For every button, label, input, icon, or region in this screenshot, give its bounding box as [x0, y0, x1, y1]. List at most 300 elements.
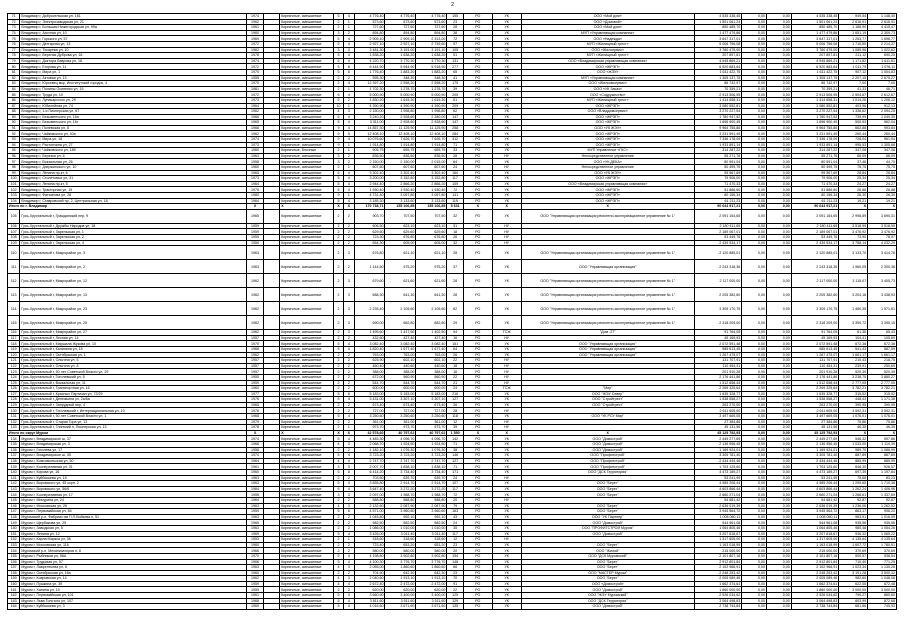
sum-cost: 1 512 658,44: [791, 380, 838, 386]
works-cost: 0,00: [767, 497, 792, 503]
limit-cost: 996,20: [868, 509, 897, 515]
wall-material: Кирпичные, смешанные: [280, 402, 334, 408]
fund-method: РО: [463, 447, 492, 453]
limit-cost: 315,52: [868, 391, 897, 397]
living-area: 580,00: [416, 548, 447, 554]
floors: 5: [333, 470, 343, 476]
entrances: 1: [344, 86, 354, 92]
row-number: 77: [8, 47, 20, 53]
row-number: 98: [8, 165, 20, 171]
works-cost: 0,00: [767, 475, 792, 481]
address: Муром г, Октябрьская ул, 18а: [20, 570, 247, 576]
address: Муром г, Владимирское ш, 45: [20, 453, 247, 459]
premises-area: 1 924,50: [385, 442, 416, 448]
premises-area: 318,60: [385, 537, 416, 543]
total-area: 588,80: [354, 497, 385, 503]
cost-per-sqm: 995,53: [839, 142, 868, 148]
design-cost: 0,00: [742, 159, 767, 165]
sum-cost: 2 449 277,69: [791, 436, 838, 442]
row-number: 113: [8, 288, 20, 302]
cost-per-sqm: 1 710,50: [839, 41, 868, 47]
address: Владимир г, Чайковского ул, 40а: [20, 131, 247, 137]
floors: 5: [333, 198, 343, 204]
build-year: 1973: [247, 176, 264, 182]
living-area: 682,80: [416, 316, 447, 330]
total-cost: 3 270 227,54: [694, 109, 741, 115]
premises-area: 992,10: [385, 514, 416, 520]
entrances: 4: [344, 593, 354, 599]
table-row: [8, 246, 897, 260]
sum-cost: 6 520 883,64: [791, 64, 838, 70]
design-cost: 0,00: [742, 380, 767, 386]
limit-cost: 1 130,26: [868, 565, 897, 571]
address: Владимир г, Дегтярная ул, 13: [20, 41, 247, 47]
total-cost: 2 913 506,95: [694, 92, 741, 98]
living-area: 1 883,20: [416, 69, 447, 75]
cost-per-sqm: 4 135,64: [839, 537, 868, 543]
living-area: 629,60: [416, 229, 447, 235]
total-label: Итого по г. Владимир: [8, 204, 247, 210]
total-area: 688,30: [354, 288, 385, 302]
management-method: УК: [492, 30, 521, 36]
row-number: 134: [8, 436, 20, 442]
floors: 2: [333, 234, 343, 240]
entrances: 3: [344, 464, 354, 470]
living-area: 1 278,70: [416, 86, 447, 92]
works-cost: 0,00: [767, 514, 792, 520]
wall-material: Кирпичные, смешанные: [280, 419, 334, 425]
row-number: 82: [8, 75, 20, 81]
limit-cost: 1 004,83: [868, 69, 897, 75]
residents: 107: [447, 481, 464, 487]
fund-method: РО: [463, 481, 492, 487]
fund-method: РО: [463, 559, 492, 565]
design-cost: 0,00: [742, 316, 767, 330]
build-year: 1968: [247, 346, 264, 352]
total-area: 2 672,40: [354, 581, 385, 587]
build-year: 1960: [247, 542, 264, 548]
entrances: 2: [344, 369, 354, 375]
total-cost: 2 091 154,65: [694, 209, 741, 223]
works-cost: 0,00: [767, 486, 792, 492]
total-area: 2 927,10: [354, 41, 385, 47]
premises-area: 3 011,40: [385, 531, 416, 537]
living-area: 621,10: [416, 246, 447, 260]
row-number: 108: [8, 234, 20, 240]
limit-cost: 66,09: [868, 153, 897, 159]
total-cost: 263 270,00: [694, 402, 741, 408]
fund-method: РО: [463, 246, 492, 260]
sum-cost: 1 703 125,60: [791, 464, 838, 470]
build-year: 1960: [247, 470, 264, 476]
management-organization: ООО "Профитстрой": [521, 453, 694, 459]
residents: 171: [447, 470, 464, 476]
limit-cost: 92,87: [868, 497, 897, 503]
row-number: 122: [8, 363, 20, 369]
management-organization: ООО «ЖРЭП»: [521, 131, 694, 137]
wall-material: Кирпичные, смешанные: [280, 453, 334, 459]
build-year: 1963: [247, 481, 264, 487]
management-organization: ООО "ДСК Территория": [521, 470, 694, 476]
premises-area: 1 010,00: [385, 525, 416, 531]
premises-area: 653,20: [385, 542, 416, 548]
row-number: 96: [8, 153, 20, 159]
floors: 5: [333, 187, 343, 193]
total-cost: 1 611 422,75: [694, 69, 741, 75]
build-year: 1965: [247, 170, 264, 176]
address: Владимир г, Труда ул, 10: [20, 92, 247, 98]
fund-method: РО: [463, 109, 492, 115]
management-method: НУ: [492, 363, 521, 369]
design-cost: 0,00: [742, 537, 767, 543]
fund-method: РО: [463, 53, 492, 59]
total-area: 679,60: [354, 274, 385, 288]
total-cost: 2 660 271,04: [694, 492, 741, 498]
sum-cost: 27 384,86: [791, 419, 838, 425]
row-number: 147: [8, 509, 20, 515]
total-cost: 2 269 325,64: [694, 386, 741, 392]
sum-cost: 2 611 605,00: [791, 408, 838, 414]
address: Муром г, Ковровская ул, 14: [20, 576, 247, 582]
limit-cost: X: [868, 204, 897, 210]
management-organization: ООО «ЖРЭП»: [521, 103, 694, 109]
cost-per-sqm: 1 014,26: [839, 97, 868, 103]
works-cost: 0,00: [767, 391, 792, 397]
total-cost: 2 738 744,84: [694, 604, 741, 610]
total-cost: 1 414 658,31: [694, 97, 741, 103]
limit-cost: 1 054,26: [868, 525, 897, 531]
management-method: НУ: [492, 369, 521, 375]
fund-method: РО: [463, 176, 492, 182]
sum-cost: 3 270 227,54: [791, 109, 838, 115]
wall-material: Кирпичные, смешанные: [280, 442, 334, 448]
sum-cost: 2 912 801,84: [791, 559, 838, 565]
total-cost: 2 912 801,84: [694, 559, 741, 565]
row-number: 80: [8, 64, 20, 70]
works-cost: 0,00: [767, 525, 792, 531]
entrances: 2: [344, 352, 354, 358]
total-cost: 70 359,21: [694, 86, 741, 92]
design-cost: 0,00: [742, 274, 767, 288]
build-year: 1979: [247, 419, 264, 425]
address: Муром г, Владимирское ш, 37: [20, 436, 247, 442]
wall-material: Кирпичные, смешанные: [280, 330, 334, 336]
works-cost: 0,00: [767, 576, 792, 582]
living-area: 544,70: [416, 380, 447, 386]
premises-area: 3 272,20: [385, 486, 416, 492]
fund-method: РО: [463, 148, 492, 154]
management-method: УК: [492, 565, 521, 571]
management-method: УК: [492, 464, 521, 470]
limit-cost: 390,95: [868, 402, 897, 408]
total-cost: 1 860 000,00: [694, 587, 741, 593]
row-number: 141: [8, 475, 20, 481]
residents: 284: [447, 131, 464, 137]
wall-material: Кирпичные, смешанные: [280, 246, 334, 260]
management-organization: X: [521, 430, 694, 436]
sum-cost: 4 945 869,21: [791, 58, 838, 64]
total-area: 727,60: [354, 25, 385, 31]
limit-cost: 370,69: [868, 548, 897, 554]
management-method: УК: [492, 598, 521, 604]
wall-material: Кирпичные, смешанные: [280, 548, 334, 554]
cost-per-sqm: 66,09: [839, 153, 868, 159]
cost-per-sqm: 541,43: [839, 346, 868, 352]
address: Гусь-Хрустальный г, Старая Гора ул, 13: [20, 419, 247, 425]
management-organization: МУП «Управляющая компания»: [521, 75, 694, 81]
fund-method: РО: [463, 352, 492, 358]
wall-material: Кирпичные, смешанные: [280, 193, 334, 199]
residents: 24: [447, 520, 464, 526]
entrances: 2: [344, 402, 354, 408]
premises-area: 3 191,00: [385, 47, 416, 53]
residents: 277: [447, 64, 464, 70]
limit-cost: 587,59: [868, 346, 897, 352]
wall-material: Кирпичные, смешанные: [280, 64, 334, 70]
management-organization: ООО "Управляющая организация": [521, 260, 694, 274]
address: Муром г, Рыбников ул, 58А: [20, 553, 247, 559]
fund-method: РО: [463, 486, 492, 492]
management-method: НУ: [492, 358, 521, 364]
row-number: 138: [8, 458, 20, 464]
works-cost: 0,00: [767, 369, 792, 375]
management-method: УК: [492, 137, 521, 143]
works-cost: 0,00: [767, 109, 792, 115]
build-year: 1957: [247, 335, 264, 341]
total-cost: 53 241,99: [694, 475, 741, 481]
works-cost: 0,00: [767, 503, 792, 509]
table-row: [8, 288, 897, 302]
sum-cost: 1 538 558,27: [791, 397, 838, 403]
management-organization: Непосредственное управление: [521, 165, 694, 171]
residents: 125: [447, 593, 464, 599]
residents: 28: [447, 408, 464, 414]
premises-area: 1 998,80: [385, 109, 416, 115]
row-number: 154: [8, 548, 20, 554]
total-area: 2 068,70: [354, 442, 385, 448]
wall-material: Кирпичные, смешанные: [280, 553, 334, 559]
management-organization: МУП «Управляющая компания»: [521, 30, 694, 36]
cost-per-sqm: 500,93: [839, 120, 868, 126]
management-organization: ООО «Владимирская управляющая компания»: [521, 181, 694, 187]
cost-per-sqm: 697,39: [839, 470, 868, 476]
build-year: 1958: [247, 159, 264, 165]
management-method: УК: [492, 97, 521, 103]
cost-per-sqm: 546,32: [839, 436, 868, 442]
management-method: УК: [492, 114, 521, 120]
total-area: 620,00: [354, 587, 385, 593]
premises-area: 3 133,60: [385, 198, 416, 204]
cost-per-sqm: 2 777,05: [839, 380, 868, 386]
address: Гусь-Хрустальный г, Ольгина ул, 8: [20, 363, 247, 369]
wall-material: Кирпичные, блочные: [280, 148, 334, 154]
floors: 2: [333, 209, 343, 223]
cost-per-sqm: 1 262,24: [839, 486, 868, 492]
fund-method: РО: [463, 520, 492, 526]
residents: 105: [447, 47, 464, 53]
management-method: X: [492, 430, 521, 436]
wall-material: Кирпичные, смешанные: [280, 125, 334, 131]
build-year: 1958: [247, 447, 264, 453]
sum-cost: 1 501 061,24: [791, 19, 838, 25]
living-area: 620,00: [416, 587, 447, 593]
management-organization: ООО "Берег": [521, 542, 694, 548]
address: Гусь-Хрустальный г, Зарельская ул, 2: [20, 234, 247, 240]
management-method: УК: [492, 148, 521, 154]
build-year: X: [247, 430, 264, 436]
total-cost: 2 117 000,00: [694, 274, 741, 288]
premises-area: 600,00: [385, 386, 416, 392]
sum-cost: 3 207 818,67: [791, 531, 838, 537]
wall-material: Кирпичные, смешанные: [280, 363, 334, 369]
management-organization: ООО «ЖРЭП»: [521, 114, 694, 120]
entrances: 4: [344, 125, 354, 131]
floors: 2: [333, 425, 343, 431]
premises-area: 4 390,90: [385, 103, 416, 109]
address: Гусь-Хрустальный г, Денежкина ул, 2а/6а: [20, 397, 247, 403]
total-area: 903,70: [354, 209, 385, 223]
sum-cost: 91 764,05: [791, 330, 838, 336]
total-area: 6 444,90: [354, 64, 385, 70]
build-year: 1963: [247, 514, 264, 520]
management-method: НУ: [492, 229, 521, 235]
living-area: 7 626,70: [416, 137, 447, 143]
design-cost: 0,00: [742, 430, 767, 436]
address: Владимир г, Дзержинского ул, 10: [20, 165, 247, 171]
living-area: 727,60: [416, 25, 447, 31]
build-year: 1973: [247, 97, 264, 103]
entrances: 4: [344, 341, 354, 347]
residents: 38: [447, 30, 464, 36]
build-year: 1969: [247, 531, 264, 537]
management-organization: ООО "Управляющая организация ремонтно-эксплуатационное управление № 1": [521, 246, 694, 260]
premises-area: 975,20: [385, 260, 416, 274]
fund-method: РО: [463, 69, 492, 75]
address: Владимир г, Чайковского ул, 18б: [20, 148, 247, 154]
entrances: 2: [344, 223, 354, 229]
row-number: 91: [8, 125, 20, 131]
limit-cost: 25,34: [868, 176, 897, 182]
residents: 24: [447, 386, 464, 392]
entrances: 3: [344, 565, 354, 571]
floors: 2: [333, 358, 343, 364]
floors: 9: [333, 125, 343, 131]
fund-method: РО: [463, 397, 492, 403]
build-year: 1974: [247, 137, 264, 143]
total-area: 4 198,80: [354, 553, 385, 559]
fund-method: РО: [463, 335, 492, 341]
register-table: [7, 13, 897, 610]
works-cost: 0,00: [767, 240, 792, 246]
cost-per-sqm: 3 204,16: [839, 288, 868, 302]
limit-cost: X: [868, 430, 897, 436]
build-year: 1964: [247, 198, 264, 204]
total-cost: 4 535 338,45: [694, 14, 741, 20]
row-number: 119: [8, 346, 20, 352]
cost-per-sqm: 1 023,34: [839, 565, 868, 571]
limit-cost: 3 476,92: [868, 229, 897, 235]
entrances: 2: [344, 75, 354, 81]
design-cost: 0,00: [742, 369, 767, 375]
residents: 24: [447, 165, 464, 171]
design-cost: 0,00: [742, 570, 767, 576]
fund-method: РО: [463, 475, 492, 481]
floors: 3: [333, 159, 343, 165]
works-cost: 0,00: [767, 604, 792, 610]
build-year: 1960: [247, 165, 264, 171]
premises-area: 440,60: [385, 363, 416, 369]
works-cost: 0,00: [767, 36, 792, 42]
build-year: 1963: [247, 260, 264, 274]
row-number: 151: [8, 531, 20, 537]
works-cost: 0,00: [767, 209, 792, 223]
total-cost: 1 317 605,00: [694, 537, 741, 543]
wall-material: Кирпичные, смешанные: [280, 170, 334, 176]
fund-method: РО: [463, 358, 492, 364]
cost-per-sqm: 681,86: [839, 604, 868, 610]
total-cost: 1 696 900,45: [694, 120, 741, 126]
row-number: 164: [8, 604, 20, 610]
management-organization: ООО «ЖРЭП»: [521, 198, 694, 204]
premises-area: 607,60: [385, 165, 416, 171]
row-number: 114: [8, 302, 20, 316]
management-method: УК: [492, 81, 521, 87]
address: Муром г, Льва Толстого ул, 107: [20, 598, 247, 604]
living-area: 607,60: [416, 165, 447, 171]
build-year: 1960: [247, 30, 264, 36]
design-cost: 0,00: [742, 120, 767, 126]
total-area: 1 776,40: [354, 69, 385, 75]
premises-area: 2 866,20: [385, 181, 416, 187]
limit-cost: 347,08: [868, 148, 897, 154]
management-organization: ООО "Берег": [521, 486, 694, 492]
living-area: 588,80: [416, 497, 447, 503]
floors: 5: [333, 41, 343, 47]
wall-material: Кирпичные, смешанные: [280, 97, 334, 103]
management-organization: ООО "Домострой": [521, 587, 694, 593]
management-organization: ООО "Берег": [521, 509, 694, 515]
address: Муром г, Владимирская ул, 3: [20, 442, 247, 448]
residents: 16: [447, 335, 464, 341]
management-method: УК: [492, 109, 521, 115]
sum-cost: 1 163 018,99: [791, 542, 838, 548]
floors: 5: [333, 69, 343, 75]
floors: 5: [333, 97, 343, 103]
total-cost: 215 000,00: [694, 548, 741, 554]
cost-per-sqm: 315,52: [839, 391, 868, 397]
total-area: 3 647,40: [354, 486, 385, 492]
total-area: 4 100,30: [354, 559, 385, 565]
management-method: УК: [492, 69, 521, 75]
entrances: 1: [344, 537, 354, 543]
floors: 5: [333, 346, 343, 352]
design-cost: 0,00: [742, 165, 767, 171]
residents: 141: [447, 193, 464, 199]
living-area: 348,30: [416, 75, 447, 81]
works-cost: 0,00: [767, 30, 792, 36]
wall-material: Кирпичные, смешанные: [280, 486, 334, 492]
management-organization: ООО «ЖЭУ»: [521, 69, 694, 75]
residents: 155: [447, 14, 464, 20]
residents: 79: [447, 503, 464, 509]
total-area: 2 055,00: [354, 565, 385, 571]
entrances: 2: [344, 570, 354, 576]
design-cost: 0,00: [742, 142, 767, 148]
total-area: 460,40: [354, 363, 385, 369]
management-method: УК: [492, 492, 521, 498]
total-area: 2 007,70: [354, 464, 385, 470]
works-cost: 0,00: [767, 531, 792, 537]
